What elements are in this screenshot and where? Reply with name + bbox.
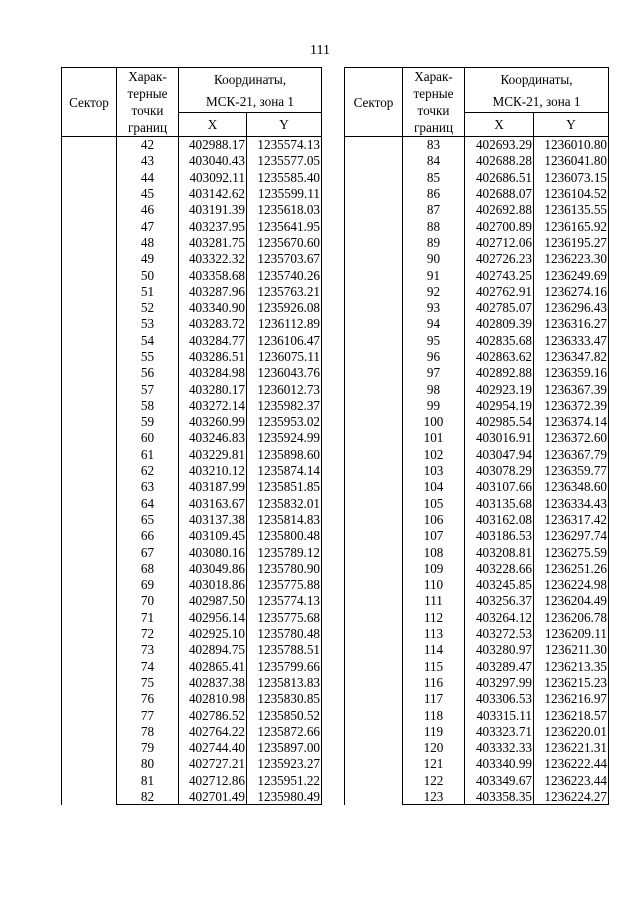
x-coordinate-cell: 403092.11 <box>179 169 247 185</box>
point-number-cell: 98 <box>403 381 465 397</box>
y-coordinate-cell: 1236334.43 <box>534 495 609 511</box>
point-number-cell: 113 <box>403 625 465 641</box>
y-coordinate-cell: 1235788.51 <box>247 642 322 658</box>
y-coordinate-cell: 1236249.69 <box>534 267 609 283</box>
x-coordinate-cell: 402865.41 <box>179 658 247 674</box>
point-number-cell: 43 <box>117 153 179 169</box>
x-coordinate-cell: 403228.66 <box>465 560 534 576</box>
point-number-cell: 88 <box>403 218 465 234</box>
y-coordinate-cell: 1236206.78 <box>534 609 609 625</box>
point-number-cell: 47 <box>117 218 179 234</box>
point-number-cell: 89 <box>403 234 465 250</box>
x-coordinate-cell: 402688.07 <box>465 185 534 201</box>
header-x: X <box>465 113 534 137</box>
x-coordinate-cell: 403191.39 <box>179 202 247 218</box>
x-coordinate-cell: 403245.85 <box>465 577 534 593</box>
y-coordinate-cell: 1236073.15 <box>534 169 609 185</box>
y-coordinate-cell: 1236195.27 <box>534 234 609 250</box>
y-coordinate-cell: 1235850.52 <box>247 707 322 723</box>
y-coordinate-cell: 1235926.08 <box>247 299 322 315</box>
y-coordinate-cell: 1236223.44 <box>534 772 609 788</box>
y-coordinate-cell: 1236220.01 <box>534 723 609 739</box>
point-number-cell: 75 <box>117 674 179 690</box>
x-coordinate-cell: 403040.43 <box>179 153 247 169</box>
x-coordinate-cell: 403286.51 <box>179 348 247 364</box>
header-sector: Сектор <box>345 68 403 137</box>
point-number-cell: 54 <box>117 332 179 348</box>
y-coordinate-cell: 1235923.27 <box>247 756 322 772</box>
y-coordinate-cell: 1236165.92 <box>534 218 609 234</box>
x-coordinate-cell: 403137.38 <box>179 511 247 527</box>
x-coordinate-cell: 403163.67 <box>179 495 247 511</box>
point-number-cell: 107 <box>403 528 465 544</box>
point-number-cell: 77 <box>117 707 179 723</box>
y-coordinate-cell: 1235924.99 <box>247 430 322 446</box>
point-number-cell: 49 <box>117 251 179 267</box>
x-coordinate-cell: 402785.07 <box>465 299 534 315</box>
y-coordinate-cell: 1236275.59 <box>534 544 609 560</box>
x-coordinate-cell: 403358.35 <box>465 788 534 804</box>
x-coordinate-cell: 403256.37 <box>465 593 534 609</box>
point-number-cell: 104 <box>403 479 465 495</box>
x-coordinate-cell: 403229.81 <box>179 446 247 462</box>
x-coordinate-cell: 402692.88 <box>465 202 534 218</box>
y-coordinate-cell: 1236135.55 <box>534 202 609 218</box>
y-coordinate-cell: 1236317.42 <box>534 511 609 527</box>
point-number-cell: 87 <box>403 202 465 218</box>
x-coordinate-cell: 403323.71 <box>465 723 534 739</box>
y-coordinate-cell: 1236224.98 <box>534 577 609 593</box>
point-number-cell: 93 <box>403 299 465 315</box>
header-coords-line1: Координаты, <box>465 68 609 91</box>
x-coordinate-cell: 402693.29 <box>465 137 534 153</box>
y-coordinate-cell: 1235814.83 <box>247 511 322 527</box>
x-coordinate-cell: 402923.19 <box>465 381 534 397</box>
point-number-cell: 94 <box>403 316 465 332</box>
y-coordinate-cell: 1235763.21 <box>247 283 322 299</box>
x-coordinate-cell: 402892.88 <box>465 365 534 381</box>
right-coordinates-table <box>344 67 609 805</box>
table-row <box>345 137 609 153</box>
x-coordinate-cell: 403109.45 <box>179 528 247 544</box>
point-number-cell: 48 <box>117 234 179 250</box>
point-number-cell: 90 <box>403 251 465 267</box>
point-number-cell: 121 <box>403 756 465 772</box>
x-coordinate-cell: 403297.99 <box>465 674 534 690</box>
x-coordinate-cell: 402743.25 <box>465 267 534 283</box>
left-table-body <box>62 137 322 805</box>
x-coordinate-cell: 403340.90 <box>179 299 247 315</box>
point-number-cell: 50 <box>117 267 179 283</box>
point-number-cell: 110 <box>403 577 465 593</box>
y-coordinate-cell: 1236215.23 <box>534 674 609 690</box>
x-coordinate-cell: 403284.98 <box>179 365 247 381</box>
x-coordinate-cell: 402688.28 <box>465 153 534 169</box>
x-coordinate-cell: 402764.22 <box>179 723 247 739</box>
x-coordinate-cell: 403049.86 <box>179 560 247 576</box>
point-number-cell: 80 <box>117 756 179 772</box>
y-coordinate-cell: 1235813.83 <box>247 674 322 690</box>
point-number-cell: 112 <box>403 609 465 625</box>
x-coordinate-cell: 403287.96 <box>179 283 247 299</box>
y-coordinate-cell: 1236104.52 <box>534 185 609 201</box>
page-number: 111 <box>310 43 330 58</box>
y-coordinate-cell: 1236222.44 <box>534 756 609 772</box>
x-coordinate-cell: 402988.17 <box>179 137 247 153</box>
y-coordinate-cell: 1235780.90 <box>247 560 322 576</box>
point-number-cell: 85 <box>403 169 465 185</box>
point-number-cell: 55 <box>117 348 179 364</box>
point-number-cell: 76 <box>117 691 179 707</box>
y-coordinate-cell: 1236041.80 <box>534 153 609 169</box>
y-coordinate-cell: 1236209.11 <box>534 625 609 641</box>
x-coordinate-cell: 402894.75 <box>179 642 247 658</box>
y-coordinate-cell: 1236216.97 <box>534 691 609 707</box>
table-row <box>62 137 322 153</box>
point-number-cell: 118 <box>403 707 465 723</box>
y-coordinate-cell: 1235641.95 <box>247 218 322 234</box>
point-number-cell: 64 <box>117 495 179 511</box>
x-coordinate-cell: 402837.38 <box>179 674 247 690</box>
point-number-cell: 120 <box>403 739 465 755</box>
x-coordinate-cell: 403284.77 <box>179 332 247 348</box>
x-coordinate-cell: 403260.99 <box>179 414 247 430</box>
x-coordinate-cell: 403080.16 <box>179 544 247 560</box>
x-coordinate-cell: 402954.19 <box>465 397 534 413</box>
x-coordinate-cell: 403208.81 <box>465 544 534 560</box>
x-coordinate-cell: 402712.86 <box>179 772 247 788</box>
left-coordinates-table <box>61 67 322 805</box>
point-number-cell: 82 <box>117 788 179 804</box>
y-coordinate-cell: 1235851.85 <box>247 479 322 495</box>
y-coordinate-cell: 1235780.48 <box>247 625 322 641</box>
y-coordinate-cell: 1236075.11 <box>247 348 322 364</box>
point-number-cell: 59 <box>117 414 179 430</box>
y-coordinate-cell: 1236333.47 <box>534 332 609 348</box>
point-number-cell: 86 <box>403 185 465 201</box>
point-number-cell: 81 <box>117 772 179 788</box>
point-number-cell: 68 <box>117 560 179 576</box>
y-coordinate-cell: 1235577.05 <box>247 153 322 169</box>
x-coordinate-cell: 403135.68 <box>465 495 534 511</box>
y-coordinate-cell: 1236296.43 <box>534 299 609 315</box>
x-coordinate-cell: 403322.32 <box>179 251 247 267</box>
x-coordinate-cell: 403107.66 <box>465 479 534 495</box>
point-number-cell: 123 <box>403 788 465 804</box>
x-coordinate-cell: 403142.62 <box>179 185 247 201</box>
sector-cell <box>62 137 117 805</box>
y-coordinate-cell: 1235670.60 <box>247 234 322 250</box>
point-number-cell: 83 <box>403 137 465 153</box>
point-number-cell: 46 <box>117 202 179 218</box>
y-coordinate-cell: 1235872.66 <box>247 723 322 739</box>
point-number-cell: 97 <box>403 365 465 381</box>
y-coordinate-cell: 1236359.16 <box>534 365 609 381</box>
x-coordinate-cell: 403272.53 <box>465 625 534 641</box>
y-coordinate-cell: 1236106.47 <box>247 332 322 348</box>
y-coordinate-cell: 1236372.60 <box>534 430 609 446</box>
y-coordinate-cell: 1235789.12 <box>247 544 322 560</box>
x-coordinate-cell: 403306.53 <box>465 691 534 707</box>
point-number-cell: 57 <box>117 381 179 397</box>
y-coordinate-cell: 1236316.27 <box>534 316 609 332</box>
y-coordinate-cell: 1235585.40 <box>247 169 322 185</box>
point-number-cell: 99 <box>403 397 465 413</box>
point-number-cell: 111 <box>403 593 465 609</box>
point-number-cell: 65 <box>117 511 179 527</box>
x-coordinate-cell: 402727.21 <box>179 756 247 772</box>
point-number-cell: 67 <box>117 544 179 560</box>
x-coordinate-cell: 403332.33 <box>465 739 534 755</box>
x-coordinate-cell: 403186.53 <box>465 528 534 544</box>
point-number-cell: 63 <box>117 479 179 495</box>
x-coordinate-cell: 402712.06 <box>465 234 534 250</box>
point-number-cell: 66 <box>117 528 179 544</box>
point-number-cell: 101 <box>403 430 465 446</box>
x-coordinate-cell: 403280.97 <box>465 642 534 658</box>
point-number-cell: 42 <box>117 137 179 153</box>
x-coordinate-cell: 403289.47 <box>465 658 534 674</box>
point-number-cell: 100 <box>403 414 465 430</box>
x-coordinate-cell: 402809.39 <box>465 316 534 332</box>
x-coordinate-cell: 402686.51 <box>465 169 534 185</box>
y-coordinate-cell: 1236372.39 <box>534 397 609 413</box>
point-number-cell: 71 <box>117 609 179 625</box>
y-coordinate-cell: 1235740.26 <box>247 267 322 283</box>
y-coordinate-cell: 1235832.01 <box>247 495 322 511</box>
point-number-cell: 91 <box>403 267 465 283</box>
y-coordinate-cell: 1235775.68 <box>247 609 322 625</box>
point-number-cell: 122 <box>403 772 465 788</box>
y-coordinate-cell: 1236213.35 <box>534 658 609 674</box>
y-coordinate-cell: 1236224.27 <box>534 788 609 804</box>
y-coordinate-cell: 1235800.48 <box>247 528 322 544</box>
header-coords-line2: МСК-21, зона 1 <box>465 91 609 113</box>
point-number-cell: 109 <box>403 560 465 576</box>
point-number-cell: 53 <box>117 316 179 332</box>
header-y: Y <box>534 113 609 137</box>
point-number-cell: 73 <box>117 642 179 658</box>
x-coordinate-cell: 402744.40 <box>179 739 247 755</box>
header-sector: Сектор <box>62 68 117 137</box>
y-coordinate-cell: 1236221.31 <box>534 739 609 755</box>
y-coordinate-cell: 1235897.00 <box>247 739 322 755</box>
y-coordinate-cell: 1236367.39 <box>534 381 609 397</box>
point-number-cell: 108 <box>403 544 465 560</box>
point-number-cell: 95 <box>403 332 465 348</box>
point-number-cell: 117 <box>403 691 465 707</box>
point-number-cell: 56 <box>117 365 179 381</box>
point-number-cell: 103 <box>403 462 465 478</box>
x-coordinate-cell: 403078.29 <box>465 462 534 478</box>
y-coordinate-cell: 1235775.88 <box>247 577 322 593</box>
y-coordinate-cell: 1236211.30 <box>534 642 609 658</box>
x-coordinate-cell: 402835.68 <box>465 332 534 348</box>
x-coordinate-cell: 403047.94 <box>465 446 534 462</box>
y-coordinate-cell: 1236112.89 <box>247 316 322 332</box>
y-coordinate-cell: 1236223.30 <box>534 251 609 267</box>
y-coordinate-cell: 1235980.49 <box>247 788 322 804</box>
x-coordinate-cell: 402956.14 <box>179 609 247 625</box>
header-points: Харак- терные точки границ <box>403 68 465 137</box>
point-number-cell: 61 <box>117 446 179 462</box>
y-coordinate-cell: 1236297.74 <box>534 528 609 544</box>
sector-cell <box>345 137 403 805</box>
y-coordinate-cell: 1236043.76 <box>247 365 322 381</box>
x-coordinate-cell: 403264.12 <box>465 609 534 625</box>
header-coords-line1: Координаты, <box>179 68 322 91</box>
x-coordinate-cell: 403358.68 <box>179 267 247 283</box>
y-coordinate-cell: 1235618.03 <box>247 202 322 218</box>
y-coordinate-cell: 1235953.02 <box>247 414 322 430</box>
x-coordinate-cell: 402987.50 <box>179 593 247 609</box>
header-x: X <box>179 113 247 137</box>
point-number-cell: 105 <box>403 495 465 511</box>
x-coordinate-cell: 402762.91 <box>465 283 534 299</box>
point-number-cell: 114 <box>403 642 465 658</box>
point-number-cell: 52 <box>117 299 179 315</box>
point-number-cell: 92 <box>403 283 465 299</box>
x-coordinate-cell: 403349.67 <box>465 772 534 788</box>
y-coordinate-cell: 1235830.85 <box>247 691 322 707</box>
header-y: Y <box>247 113 322 137</box>
point-number-cell: 58 <box>117 397 179 413</box>
point-number-cell: 115 <box>403 658 465 674</box>
x-coordinate-cell: 403237.95 <box>179 218 247 234</box>
y-coordinate-cell: 1236251.26 <box>534 560 609 576</box>
x-coordinate-cell: 403315.11 <box>465 707 534 723</box>
y-coordinate-cell: 1236374.14 <box>534 414 609 430</box>
x-coordinate-cell: 402863.62 <box>465 348 534 364</box>
x-coordinate-cell: 403246.83 <box>179 430 247 446</box>
point-number-cell: 96 <box>403 348 465 364</box>
x-coordinate-cell: 403340.99 <box>465 756 534 772</box>
y-coordinate-cell: 1235574.13 <box>247 137 322 153</box>
point-number-cell: 74 <box>117 658 179 674</box>
x-coordinate-cell: 402701.49 <box>179 788 247 804</box>
y-coordinate-cell: 1235951.22 <box>247 772 322 788</box>
point-number-cell: 106 <box>403 511 465 527</box>
x-coordinate-cell: 402925.10 <box>179 625 247 641</box>
point-number-cell: 69 <box>117 577 179 593</box>
point-number-cell: 45 <box>117 185 179 201</box>
point-number-cell: 51 <box>117 283 179 299</box>
point-number-cell: 116 <box>403 674 465 690</box>
point-number-cell: 79 <box>117 739 179 755</box>
y-coordinate-cell: 1235982.37 <box>247 397 322 413</box>
y-coordinate-cell: 1235599.11 <box>247 185 322 201</box>
y-coordinate-cell: 1236347.82 <box>534 348 609 364</box>
x-coordinate-cell: 402985.54 <box>465 414 534 430</box>
point-number-cell: 62 <box>117 462 179 478</box>
y-coordinate-cell: 1236348.60 <box>534 479 609 495</box>
point-number-cell: 102 <box>403 446 465 462</box>
x-coordinate-cell: 403187.99 <box>179 479 247 495</box>
point-number-cell: 119 <box>403 723 465 739</box>
y-coordinate-cell: 1236010.80 <box>534 137 609 153</box>
y-coordinate-cell: 1236012.73 <box>247 381 322 397</box>
y-coordinate-cell: 1236359.77 <box>534 462 609 478</box>
point-number-cell: 78 <box>117 723 179 739</box>
point-number-cell: 70 <box>117 593 179 609</box>
y-coordinate-cell: 1236274.16 <box>534 283 609 299</box>
point-number-cell: 84 <box>403 153 465 169</box>
x-coordinate-cell: 403018.86 <box>179 577 247 593</box>
point-number-cell: 60 <box>117 430 179 446</box>
y-coordinate-cell: 1235898.60 <box>247 446 322 462</box>
y-coordinate-cell: 1236218.57 <box>534 707 609 723</box>
y-coordinate-cell: 1235774.13 <box>247 593 322 609</box>
right-table-body <box>345 137 609 805</box>
x-coordinate-cell: 402726.23 <box>465 251 534 267</box>
y-coordinate-cell: 1236367.79 <box>534 446 609 462</box>
x-coordinate-cell: 403210.12 <box>179 462 247 478</box>
header-coords-line2: МСК-21, зона 1 <box>179 91 322 113</box>
y-coordinate-cell: 1236204.49 <box>534 593 609 609</box>
x-coordinate-cell: 403272.14 <box>179 397 247 413</box>
x-coordinate-cell: 403162.08 <box>465 511 534 527</box>
x-coordinate-cell: 403280.17 <box>179 381 247 397</box>
x-coordinate-cell: 403016.91 <box>465 430 534 446</box>
x-coordinate-cell: 403281.75 <box>179 234 247 250</box>
header-points: Харак- терные точки границ <box>117 68 179 137</box>
x-coordinate-cell: 402810.98 <box>179 691 247 707</box>
y-coordinate-cell: 1235874.14 <box>247 462 322 478</box>
x-coordinate-cell: 402786.52 <box>179 707 247 723</box>
y-coordinate-cell: 1235703.67 <box>247 251 322 267</box>
point-number-cell: 44 <box>117 169 179 185</box>
x-coordinate-cell: 402700.89 <box>465 218 534 234</box>
x-coordinate-cell: 403283.72 <box>179 316 247 332</box>
point-number-cell: 72 <box>117 625 179 641</box>
y-coordinate-cell: 1235799.66 <box>247 658 322 674</box>
